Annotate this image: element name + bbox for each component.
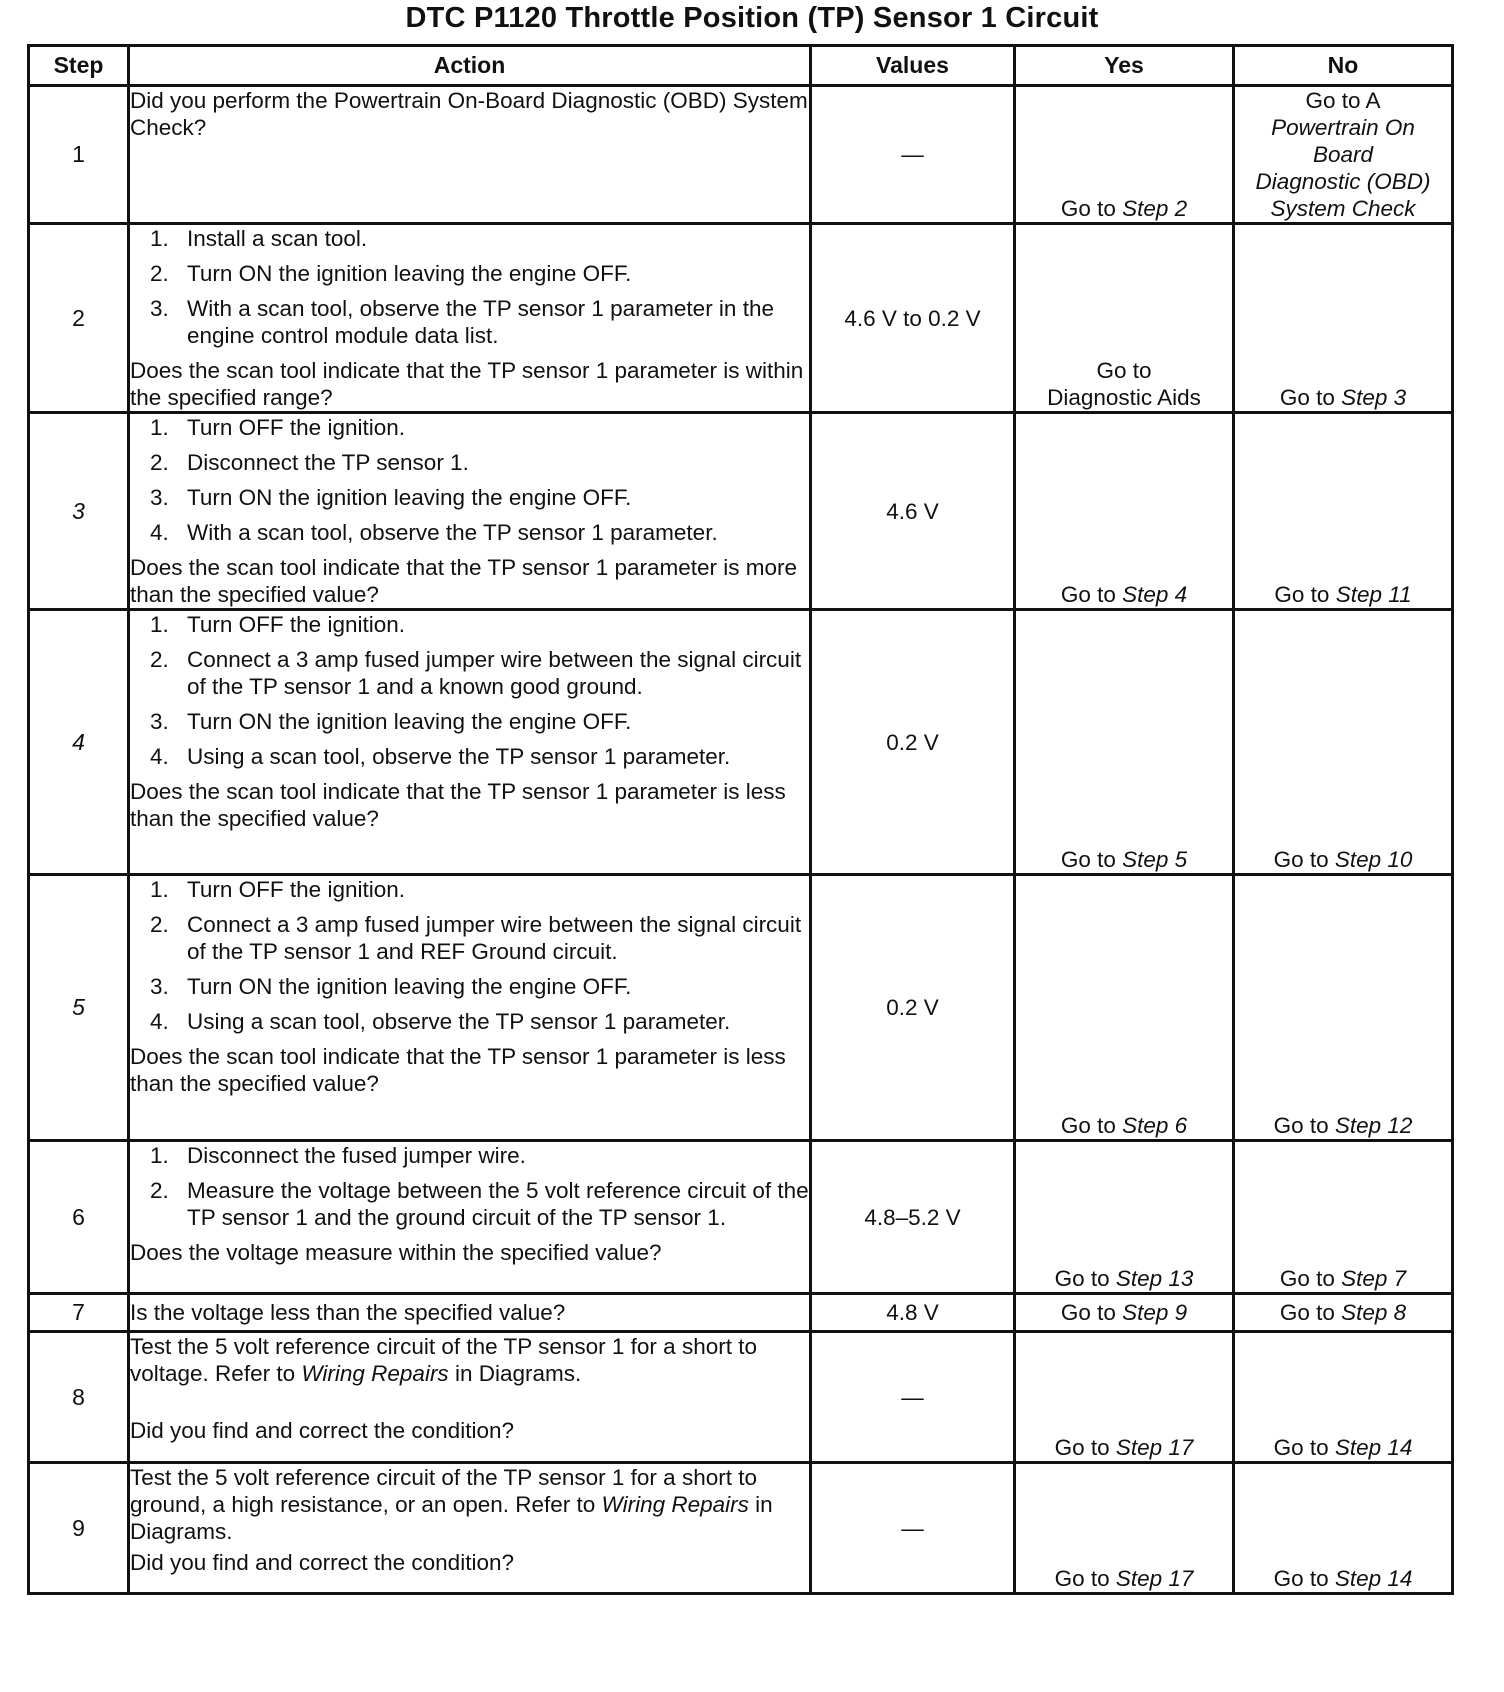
no-prefix: Go to xyxy=(1279,1300,1342,1325)
action-item: 4. Using a scan tool, observe the TP sensor 1 parameter. xyxy=(150,744,731,769)
values-cell: 0.2 V xyxy=(811,610,1015,875)
no-cell xyxy=(1234,224,1453,413)
yes-link[interactable]: Step 9 xyxy=(1122,1300,1188,1325)
no-cell xyxy=(1234,610,1453,875)
yes-link[interactable]: Step 17 xyxy=(1115,1566,1194,1591)
values-cell: — xyxy=(811,1463,1015,1594)
values-cell: 4.8 V xyxy=(811,1294,1015,1332)
step-number: 5 xyxy=(29,875,129,1141)
yes-link[interactable]: Step 2 xyxy=(1122,196,1188,221)
action-cell xyxy=(129,1141,811,1294)
action-intro: Test the 5 volt reference circuit of the TP sensor 1 for a short to ground, a high resistance, or an open. Refer to Wiring Repairs in Diagrams. xyxy=(130,1465,773,1544)
header-yes: Yes xyxy=(1015,46,1234,86)
step-number: 6 xyxy=(29,1141,129,1294)
table-row xyxy=(29,610,1453,875)
yes-cell xyxy=(1015,413,1234,610)
yes-link[interactable]: Step 5 xyxy=(1122,847,1188,872)
header-row xyxy=(29,46,1453,86)
yes-link[interactable]: Diagnostic Aids xyxy=(1047,385,1201,410)
action-list xyxy=(130,611,809,770)
values-cell: — xyxy=(811,86,1015,224)
action-item: 2. Turn ON the ignition leaving the engine OFF. xyxy=(150,261,632,286)
yes-link[interactable]: Step 6 xyxy=(1122,1113,1188,1138)
header-step: Step xyxy=(29,46,129,86)
no-link[interactable]: Step 10 xyxy=(1334,847,1413,872)
yes-cell xyxy=(1015,610,1234,875)
header-action: Action xyxy=(129,46,811,86)
table-row xyxy=(29,1294,1453,1332)
yes-prefix: Go to xyxy=(1054,1566,1116,1591)
action-item: 1. Turn OFF the ignition. xyxy=(150,415,406,440)
action-item: 3. Turn ON the ignition leaving the engine OFF. xyxy=(150,974,632,999)
header-values: Values xyxy=(811,46,1015,86)
yes-link[interactable]: Step 13 xyxy=(1115,1266,1194,1291)
yes-cell xyxy=(1015,224,1234,413)
no-prefix: Go to xyxy=(1279,385,1342,410)
action-question: Does the scan tool indicate that the TP sensor 1 parameter is less than the specified value? xyxy=(130,1044,786,1096)
step-number: 3 xyxy=(29,413,129,610)
no-prefix: Go to xyxy=(1274,582,1336,607)
no-link-line[interactable]: System Check xyxy=(1270,196,1416,221)
yes-prefix: Go to xyxy=(1060,582,1123,607)
wiring-repairs-link[interactable]: Wiring Repairs xyxy=(601,1492,749,1517)
no-link[interactable]: Step 7 xyxy=(1341,1266,1407,1291)
table-row xyxy=(29,1463,1453,1594)
action-question: Is the voltage less than the specified value? xyxy=(130,1300,566,1325)
action-cell xyxy=(129,875,811,1141)
action-item: 2. Connect a 3 amp fused jumper wire between the signal circuit of the TP sensor 1 and REF Ground circuit. xyxy=(150,912,802,964)
no-cell xyxy=(1234,413,1453,610)
no-link[interactable]: Step 12 xyxy=(1334,1113,1413,1138)
action-item: 1. Turn OFF the ignition. xyxy=(150,612,406,637)
yes-cell xyxy=(1015,1463,1234,1594)
no-line: Go to A xyxy=(1305,88,1381,113)
action-question: Does the scan tool indicate that the TP sensor 1 parameter is less than the specified value? xyxy=(130,779,786,831)
action-intro: Test the 5 volt reference circuit of the TP sensor 1 for a short to voltage. Refer to Wiring Repairs in Diagrams. xyxy=(130,1334,757,1386)
action-question: Did you find and correct the condition? xyxy=(130,1418,514,1443)
yes-prefix: Go to xyxy=(1054,1435,1116,1460)
table-row xyxy=(29,1141,1453,1294)
yes-link[interactable]: Step 17 xyxy=(1115,1435,1194,1460)
action-cell xyxy=(129,610,811,875)
yes-prefix: Go to xyxy=(1060,847,1123,872)
action-item: 1. Install a scan tool. xyxy=(150,226,368,251)
yes-prefix: Go to xyxy=(1060,1300,1123,1325)
action-question: Does the scan tool indicate that the TP sensor 1 parameter is within the specified range? xyxy=(130,358,804,410)
action-list xyxy=(130,225,809,349)
wiring-repairs-link[interactable]: Wiring Repairs xyxy=(301,1361,449,1386)
action-cell xyxy=(129,224,811,413)
no-prefix: Go to xyxy=(1273,1113,1335,1138)
action-cell xyxy=(129,413,811,610)
action-cell xyxy=(129,1294,811,1332)
table-row xyxy=(29,86,1453,224)
yes-prefix: Go to xyxy=(1060,1113,1123,1138)
no-link[interactable]: Step 11 xyxy=(1335,582,1412,607)
action-item: 3. Turn ON the ignition leaving the engine OFF. xyxy=(150,485,632,510)
yes-prefix: Go to xyxy=(1060,196,1123,221)
step-number: 7 xyxy=(29,1294,129,1332)
no-cell xyxy=(1234,1332,1453,1463)
action-cell xyxy=(129,1332,811,1463)
no-link[interactable]: Step 14 xyxy=(1334,1435,1413,1460)
action-item: 2. Connect a 3 amp fused jumper wire between the signal circuit of the TP sensor 1 and a known good ground. xyxy=(150,647,802,699)
no-link-line[interactable]: Diagnostic (OBD) xyxy=(1255,169,1431,194)
yes-cell xyxy=(1015,1294,1234,1332)
step-number: 9 xyxy=(29,1463,129,1594)
action-item: 1. Disconnect the fused jumper wire. xyxy=(150,1143,526,1168)
yes-prefix: Go to xyxy=(1054,1266,1116,1291)
no-link[interactable]: Step 14 xyxy=(1334,1566,1413,1591)
no-cell xyxy=(1234,86,1453,224)
table-row xyxy=(29,413,1453,610)
action-item: 2. Measure the voltage between the 5 volt reference circuit of the TP sensor 1 and the ground circuit of the TP sensor 1. xyxy=(150,1178,809,1230)
no-prefix: Go to xyxy=(1273,847,1335,872)
no-prefix: Go to xyxy=(1273,1435,1335,1460)
action-list xyxy=(130,876,809,1035)
step-number: 4 xyxy=(29,610,129,875)
action-cell xyxy=(129,1463,811,1594)
action-item: 4. With a scan tool, observe the TP sensor 1 parameter. xyxy=(150,520,718,545)
header-no: No xyxy=(1234,46,1453,86)
action-question: Does the scan tool indicate that the TP sensor 1 parameter is more than the specified value? xyxy=(130,555,798,607)
action-question: Does the voltage measure within the specified value? xyxy=(130,1240,662,1265)
values-cell: — xyxy=(811,1332,1015,1463)
values-cell: 4.6 V xyxy=(811,413,1015,610)
action-question: Did you find and correct the condition? xyxy=(130,1550,514,1575)
no-link[interactable]: Step 8 xyxy=(1341,1300,1407,1325)
action-list xyxy=(130,414,809,546)
no-link-line[interactable]: Board xyxy=(1312,142,1374,167)
step-number: 2 xyxy=(29,224,129,413)
action-item: 4. Using a scan tool, observe the TP sensor 1 parameter. xyxy=(150,1009,731,1034)
table-row xyxy=(29,1332,1453,1463)
diagnostic-table xyxy=(27,44,1454,1595)
action-item: 2. Disconnect the TP sensor 1. xyxy=(150,450,469,475)
action-intro: Did you perform the Powertrain On-Board Diagnostic (OBD) System Check? xyxy=(130,88,808,140)
no-cell xyxy=(1234,875,1453,1141)
yes-prefix: Go to xyxy=(1096,358,1152,383)
values-cell: 4.8–5.2 V xyxy=(811,1141,1015,1294)
no-link-line[interactable]: Powertrain On xyxy=(1271,115,1415,140)
values-cell: 0.2 V xyxy=(811,875,1015,1141)
table-row xyxy=(29,224,1453,413)
yes-cell xyxy=(1015,86,1234,224)
action-item: 1. Turn OFF the ignition. xyxy=(150,877,406,902)
yes-cell xyxy=(1015,875,1234,1141)
values-cell: 4.6 V to 0.2 V xyxy=(811,224,1015,413)
no-prefix: Go to xyxy=(1279,1266,1342,1291)
no-link[interactable]: Step 3 xyxy=(1341,385,1407,410)
no-prefix: Go to xyxy=(1273,1566,1335,1591)
step-number: 8 xyxy=(29,1332,129,1463)
no-cell xyxy=(1234,1463,1453,1594)
yes-link[interactable]: Step 4 xyxy=(1122,582,1188,607)
no-cell xyxy=(1234,1141,1453,1294)
step-number: 1 xyxy=(29,86,129,224)
yes-cell xyxy=(1015,1332,1234,1463)
yes-cell xyxy=(1015,1141,1234,1294)
page-title: DTC P1120 Throttle Position (TP) Sensor 1 Circuit xyxy=(405,2,1099,34)
action-list xyxy=(130,1142,809,1231)
action-cell xyxy=(129,86,811,224)
table-row xyxy=(29,875,1453,1141)
no-cell xyxy=(1234,1294,1453,1332)
action-item: 3. Turn ON the ignition leaving the engine OFF. xyxy=(150,709,632,734)
action-item: 3. With a scan tool, observe the TP sensor 1 parameter in the engine control module data list. xyxy=(150,296,774,348)
